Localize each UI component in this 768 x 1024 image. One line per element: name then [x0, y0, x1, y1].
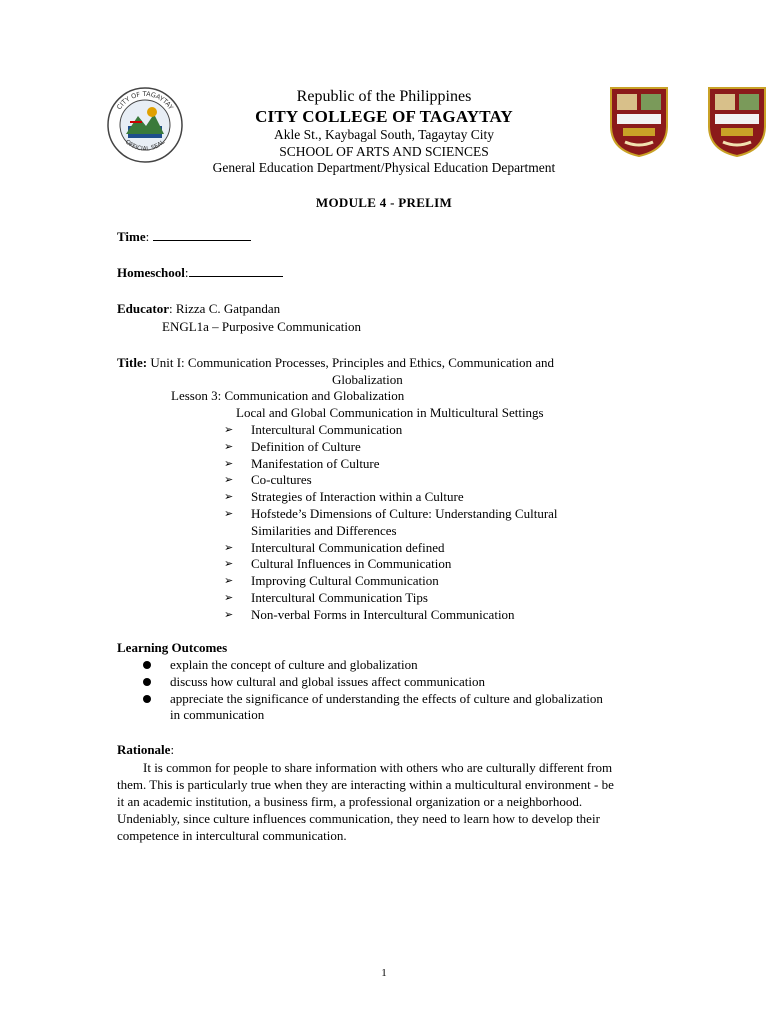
seal-text-top: CITY OF TAGAYTAY — [115, 89, 175, 112]
topic-list — [224, 422, 558, 624]
list-item: appreciate the significance of understanding the effects of culture and globalization in communication — [143, 691, 613, 725]
bullet-dot-icon — [143, 695, 151, 703]
page-number: 1 — [381, 967, 387, 979]
list-item: explain the concept of culture and globalization — [143, 657, 613, 674]
title-unit: Unit I: Communication Processes, Principles and Ethics, Communication and — [147, 355, 555, 370]
rationale-heading-line: Rationale: — [117, 742, 175, 757]
header-department: General Education Department/Physical Education Department — [212, 160, 556, 175]
module-title: MODULE 4 - PRELIM — [315, 195, 453, 210]
arrow-bullet-icon: ➢ — [224, 575, 234, 588]
arrow-bullet-icon: ➢ — [224, 608, 234, 621]
list-item: ➢ Non-verbal Forms in Intercultural Communication — [224, 606, 515, 622]
arrow-bullet-icon: ➢ — [224, 474, 234, 487]
homeschool-blank — [189, 265, 283, 277]
learning-outcomes-heading: Learning Outcomes — [117, 640, 228, 655]
bullet-dot-icon — [143, 678, 151, 686]
list-item: ➢ Manifestation of Culture — [224, 455, 380, 471]
arrow-bullet-icon: ➢ — [224, 541, 234, 554]
title-unit-continuation: Globalization — [332, 372, 403, 387]
time-blank — [153, 229, 251, 241]
arrow-bullet-icon: ➢ — [224, 558, 234, 571]
list-item: ➢ Hofstede’s Dimensions of Culture: Understanding Cultural Similarities and Differences — [224, 505, 558, 538]
arrow-bullet-icon: ➢ — [224, 507, 234, 520]
list-item: ➢ Strategies of Interaction within a Culture — [224, 489, 464, 505]
educator-field — [117, 301, 280, 317]
list-item: ➢ Intercultural Communication defined — [224, 539, 445, 555]
educator-value: : Rizza C. Gatpandan — [169, 301, 281, 316]
list-item: ➢ Intercultural Communication — [224, 422, 403, 437]
list-item: discuss how cultural and global issues affect communication — [143, 674, 613, 691]
lesson-title: Lesson 3: Communication and Globalization — [171, 388, 405, 403]
learning-outcomes-list — [143, 657, 613, 724]
list-item: ➢ Intercultural Communication Tips — [224, 589, 428, 605]
title-label: Title: — [117, 355, 148, 370]
header-address: Akle St., Kaybagal South, Tagaytay City — [273, 127, 495, 142]
title-line — [117, 355, 554, 371]
lesson-subtitle: Local and Global Communication in Multicultural Settings — [236, 405, 544, 420]
list-item: ➢ Improving Cultural Communication — [224, 573, 439, 589]
homeschool-label: Homeschool — [117, 265, 185, 280]
header-college-name: CITY COLLEGE OF TAGAYTAY — [255, 107, 513, 126]
time-label: Time — [117, 229, 146, 244]
header-republic: Republic of the Philippines — [296, 88, 472, 105]
arrow-bullet-icon: ➢ — [224, 457, 234, 470]
course-name: ENGL1a – Purposive Communication — [162, 319, 361, 334]
homeschool-field: Homeschool: — [117, 265, 283, 281]
list-item-continuation: Similarities and Differences — [251, 522, 397, 538]
time-field: Time: — [117, 229, 251, 245]
arrow-bullet-icon: ➢ — [224, 440, 234, 453]
arrow-bullet-icon: ➢ — [224, 491, 234, 504]
header-school: SCHOOL OF ARTS AND SCIENCES — [279, 144, 489, 159]
educator-label: Educator — [117, 301, 169, 316]
bullet-dot-icon — [143, 661, 151, 669]
rationale-heading: Rationale — [117, 742, 171, 757]
arrow-bullet-icon: ➢ — [224, 591, 234, 604]
list-item: ➢ Definition of Culture — [224, 438, 361, 454]
arrow-bullet-icon: ➢ — [224, 424, 234, 436]
list-item: ➢ Co-cultures — [224, 472, 312, 488]
list-item: ➢ Cultural Influences in Communication — [224, 556, 452, 572]
rationale-paragraph: It is common for people to share information with others who are culturally different from them. This is particularly true when they are interacting within a multicultural environment - be it an academic institution, a business firm, a professional organization or a neighborhood. Undeniably, since culture influences communication, they need to learn how to develop their competence in intercultural communication. — [117, 760, 614, 843]
seal-text-bottom: OFFICIAL SEAL — [123, 138, 167, 153]
